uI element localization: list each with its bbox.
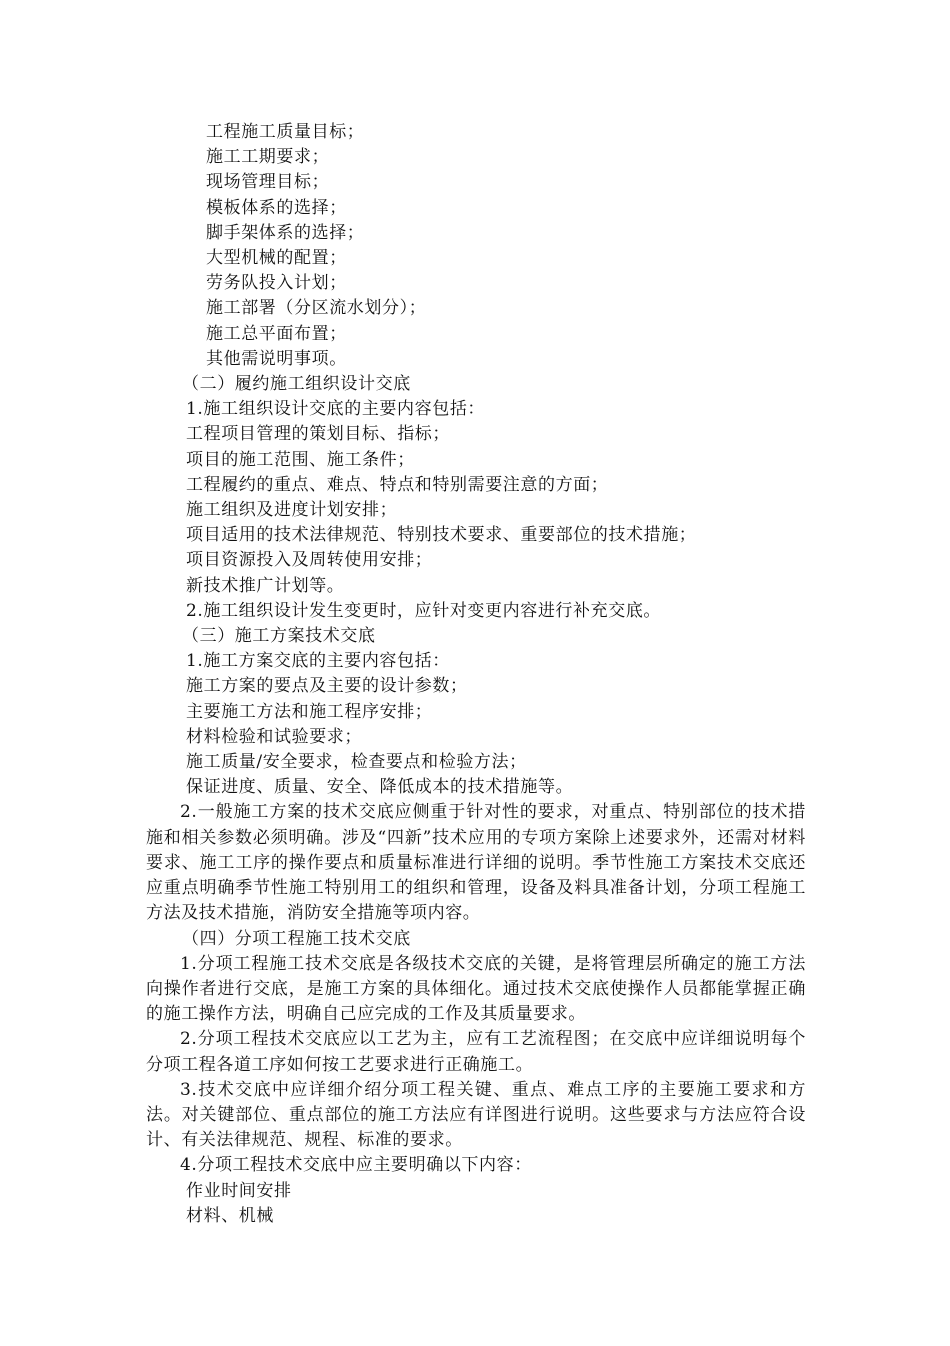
section-2-paragraph-1: 1.施工组织设计交底的主要内容包括： (186, 399, 486, 420)
section-4-paragraph-1: 1.分项工程施工技术交底是各级技术交底的关键，是将管理层所确定的施工方法向操作者进行交底，是施工方案的具体细化。通过技术交底使操作人员都能掌握正确的施工操作方法，明确自己应完成的工作及其质量要求。 (146, 953, 806, 1025)
list-item: 施工部署（分区流水划分）； (206, 298, 427, 319)
list-item: 材料、机械 (186, 1205, 274, 1226)
section-3-paragraph-2: 2.一般施工方案的技术交底应侧重于针对性的要求，对重点、特别部位的技术措施和相关参数必须明确。涉及“四新”技术应用的专项方案除上述要求外，还需对材料要求、施工工序的操作要点和质量标准进行详细的说明。季节性施工方案技术交底还应重点明确季节性施工特别用工的组织和管理，设备及料具准备计划，分项工程施工方法及技术措施，消防安全措施等项内容。 (146, 802, 806, 924)
list-item: 材料检验和试验要求； (186, 726, 362, 747)
section-heading-3: （三）施工方案技术交底 (182, 626, 376, 647)
list-item: 其他需说明事项。 (206, 348, 347, 369)
list-item: 项目的施工范围、施工条件； (186, 449, 415, 470)
section-heading-4: （四）分项工程施工技术交底 (182, 928, 411, 949)
section-2-paragraph-2: 2.施工组织设计发生变更时，应针对变更内容进行补充交底。 (186, 600, 662, 621)
section-4-paragraph-4: 4.分项工程技术交底中应主要明确以下内容： (180, 1155, 532, 1176)
list-item: 工程施工质量目标； (206, 122, 365, 142)
list-item: 脚手架体系的选择； (206, 222, 365, 243)
list-item: 施工组织及进度计划安排； (186, 500, 398, 521)
list-item: 工程履约的重点、难点、特点和特别需要注意的方面； (186, 474, 609, 495)
list-item: 施工质量/安全要求，检查要点和检验方法； (186, 752, 527, 773)
list-item: 劳务队投入计划； (206, 273, 347, 294)
list-item: 项目资源投入及周转使用安排； (186, 550, 433, 571)
list-item: 作业时间安排 (186, 1180, 292, 1201)
list-item: 施工方案的要点及主要的设计参数； (186, 676, 468, 697)
list-item: 主要施工方法和施工程序安排； (186, 701, 433, 722)
list-item: 施工总平面布置； (206, 323, 347, 344)
document-page (146, 120, 806, 1229)
list-item: 工程项目管理的策划目标、指标； (186, 424, 450, 445)
list-item: 大型机械的配置； (206, 248, 347, 269)
list-item: 现场管理目标； (206, 172, 330, 193)
list-subitem-content (146, 1179, 806, 1229)
list-scheme-content (146, 674, 806, 800)
section-heading-2: （二）履约施工组织设计交底 (182, 374, 411, 395)
section-3-paragraph-1: 1.施工方案交底的主要内容包括： (186, 651, 450, 672)
section-4-paragraph-2: 2.分项工程技术交底应以工艺为主，应有工艺流程图；在交底中应详细说明每个分项工程各道工序如何按工艺要求进行正确施工。 (146, 1029, 806, 1075)
list-quality-targets (146, 120, 806, 372)
list-item: 项目适用的技术法律规范、特别技术要求、重要部位的技术措施； (186, 525, 697, 546)
list-item: 施工工期要求； (206, 147, 330, 168)
section-4-paragraph-3: 3.技术交底中应详细介绍分项工程关键、重点、难点工序的主要施工要求和方法。对关键部位、重点部位的施工方法应有详图进行说明。这些要求与方法应符合设计、有关法律规范、规程、标准的要求。 (146, 1079, 806, 1151)
list-item: 新技术推广计划等。 (186, 575, 345, 596)
list-item: 模板体系的选择； (206, 197, 347, 218)
list-item: 保证进度、质量、安全、降低成本的技术措施等。 (186, 777, 574, 798)
list-org-design-content (146, 422, 806, 598)
